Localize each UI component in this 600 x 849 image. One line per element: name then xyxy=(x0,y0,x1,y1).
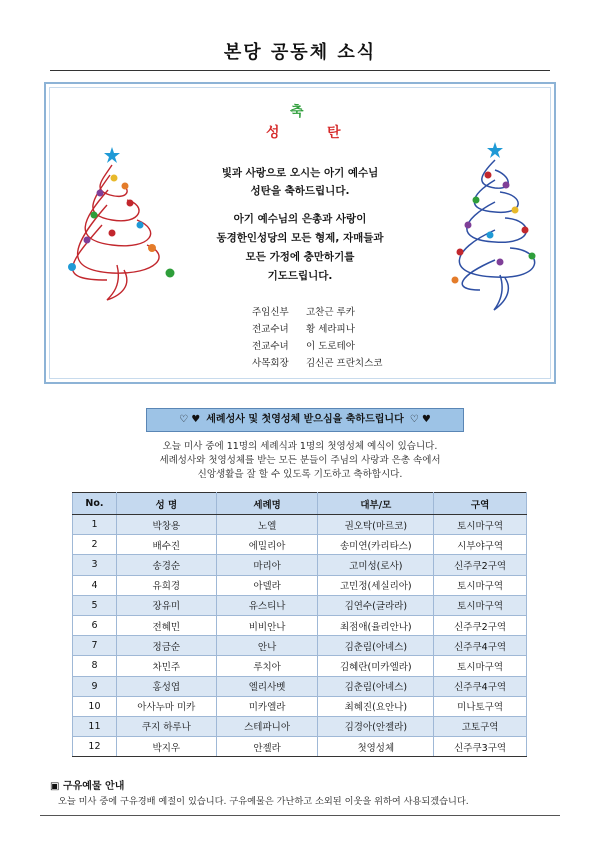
table-cell: 고토구역 xyxy=(434,716,527,736)
table-cell: 신주쿠4구역 xyxy=(434,636,527,656)
table-row xyxy=(73,615,527,635)
table-cell: 6 xyxy=(73,615,117,635)
table-cell: 엘리사벳 xyxy=(216,676,318,696)
baptism-table xyxy=(72,492,527,757)
greeting-line-4: 동경한인성당의 모든 형제, 자매들과 xyxy=(216,232,384,244)
table-row xyxy=(73,676,527,696)
table-cell: 쿠지 하루나 xyxy=(116,716,216,736)
table-cell: 토시마구역 xyxy=(434,595,527,615)
greeting-line-3: 아기 예수님의 은총과 사랑이 xyxy=(233,213,367,225)
table-cell: 신주쿠4구역 xyxy=(434,676,527,696)
intro-line: 오늘 미사 중에 11명의 세례식과 1명의 첫영성체 예식이 있습니다. xyxy=(162,441,438,452)
table-cell: 노엘 xyxy=(216,515,318,535)
banner-text: 세례성사 및 첫영성체 받으심을 축하드립니다 xyxy=(206,414,404,425)
table-cell: 12 xyxy=(73,737,117,757)
table-cell: 에밀리아 xyxy=(216,535,318,555)
tan-char: 탄 xyxy=(327,125,341,141)
table-cell: 아사누마 미카 xyxy=(116,696,216,716)
table-row xyxy=(73,535,527,555)
table-cell: 박지우 xyxy=(116,737,216,757)
signature-row xyxy=(252,304,355,321)
baptism-intro xyxy=(90,440,510,482)
table-cell: 김춘림(아녜스) xyxy=(318,636,434,656)
greeting-line-2: 성탄을 축하드립니다. xyxy=(250,185,350,197)
table-cell: 최혜진(요안나) xyxy=(318,696,434,716)
table-header-row xyxy=(73,493,527,515)
table-cell: 고민정(세실리아) xyxy=(318,575,434,595)
column-header: 대부/모 xyxy=(318,493,434,515)
table-cell: 권오탁(마르코) xyxy=(318,515,434,535)
greeting-line-5: 모든 가정에 충만하기를 xyxy=(245,251,355,263)
table-cell: 송미연(카리타스) xyxy=(318,535,434,555)
column-header: 성 명 xyxy=(116,493,216,515)
table-row xyxy=(73,595,527,615)
seong-char: 성 xyxy=(266,125,280,141)
table-cell: 홍성엽 xyxy=(116,676,216,696)
table-cell: 고미성(로사) xyxy=(318,555,434,575)
table-cell: 안젤라 xyxy=(216,737,318,757)
table-cell: 스테파니아 xyxy=(216,716,318,736)
table-cell: 4 xyxy=(73,575,117,595)
title-divider xyxy=(50,70,550,71)
signature-role: 사목회장 xyxy=(252,358,289,369)
table-cell: 미나토구역 xyxy=(434,696,527,716)
signature-row xyxy=(252,321,355,338)
signature-role: 전교수녀 xyxy=(252,341,289,352)
bottom-divider xyxy=(40,815,560,816)
table-row xyxy=(73,716,527,736)
table-cell: 김경아(안젤라) xyxy=(318,716,434,736)
signature-name: 이 도로테아 xyxy=(306,341,355,352)
table-cell: 최점애(율리안나) xyxy=(318,615,434,635)
table-cell: 미카엘라 xyxy=(216,696,318,716)
greeting-line-6: 기도드립니다. xyxy=(267,270,333,282)
table-cell: 5 xyxy=(73,595,117,615)
table-row xyxy=(73,656,527,676)
chuk-char: 축 xyxy=(290,104,304,120)
hearts-icon: ♡ ♥ xyxy=(409,414,431,425)
offering-heading xyxy=(50,777,124,792)
table-cell: 신주쿠2구역 xyxy=(434,555,527,575)
table-cell: 8 xyxy=(73,656,117,676)
table-cell: 아델라 xyxy=(216,575,318,595)
offering-body: 오늘 미사 중에 구유경배 예절이 있습니다. 구유예물은 가난하고 소외된 이웃을 위하여 사용되겠습니다. xyxy=(58,796,469,807)
signature-name: 김신곤 프란치스코 xyxy=(306,358,383,369)
table-cell: 배수진 xyxy=(116,535,216,555)
table-cell: 첫영성체 xyxy=(318,737,434,757)
signature-row xyxy=(252,338,355,355)
bullet-icon: ▣ xyxy=(50,781,60,792)
table-row xyxy=(73,636,527,656)
table-cell: 1 xyxy=(73,515,117,535)
table-cell: 9 xyxy=(73,676,117,696)
column-header: No. xyxy=(73,493,117,515)
baptism-banner xyxy=(146,408,464,432)
intro-line: 세례성사와 첫영성체를 받는 모든 분들이 주님의 사랑과 은총 속에서 xyxy=(159,455,441,466)
table-cell: 신주쿠2구역 xyxy=(434,615,527,635)
table-cell: 시부야구역 xyxy=(434,535,527,555)
table-cell: 3 xyxy=(73,555,117,575)
table-cell: 토시마구역 xyxy=(434,575,527,595)
table-cell: 박창용 xyxy=(116,515,216,535)
column-header: 구역 xyxy=(434,493,527,515)
table-cell: 10 xyxy=(73,696,117,716)
table-row xyxy=(73,575,527,595)
signature-row xyxy=(252,355,382,372)
table-row xyxy=(73,515,527,535)
offering-title: 구유예물 안내 xyxy=(62,781,125,792)
table-cell: 송경순 xyxy=(116,555,216,575)
signature-role: 전교수녀 xyxy=(252,324,289,335)
table-cell: 유희경 xyxy=(116,575,216,595)
table-cell: 루치아 xyxy=(216,656,318,676)
table-cell: 김혜란(미카엘라) xyxy=(318,656,434,676)
intro-line: 신앙생활을 잘 할 수 있도록 기도하고 축하합시다. xyxy=(197,469,403,480)
table-cell: 11 xyxy=(73,716,117,736)
table-cell: 토시마구역 xyxy=(434,515,527,535)
table-cell: 전혜민 xyxy=(116,615,216,635)
table-cell: 마리아 xyxy=(216,555,318,575)
page-title: 본당 공동체 소식 xyxy=(223,42,377,63)
table-row xyxy=(73,696,527,716)
table-cell: 차민주 xyxy=(116,656,216,676)
signature-role: 주임신부 xyxy=(252,307,289,318)
table-cell: 2 xyxy=(73,535,117,555)
signature-name: 황 세라피나 xyxy=(306,324,355,335)
table-cell: 김연수(글라라) xyxy=(318,595,434,615)
table-row xyxy=(73,737,527,757)
table-row xyxy=(73,555,527,575)
table-cell: 7 xyxy=(73,636,117,656)
table-cell: 비비안나 xyxy=(216,615,318,635)
hearts-icon: ♡ ♥ xyxy=(179,414,201,425)
table-cell: 장유미 xyxy=(116,595,216,615)
table-cell: 김춘림(아녜스) xyxy=(318,676,434,696)
table-cell: 토시마구역 xyxy=(434,656,527,676)
greeting-line-1: 빛과 사랑으로 오시는 아기 예수님 xyxy=(221,167,379,179)
signature-name: 고찬근 루카 xyxy=(306,307,355,318)
table-cell: 안나 xyxy=(216,636,318,656)
table-cell: 정금순 xyxy=(116,636,216,656)
table-cell: 신주쿠3구역 xyxy=(434,737,527,757)
table-cell: 유스티나 xyxy=(216,595,318,615)
column-header: 세례명 xyxy=(216,493,318,515)
